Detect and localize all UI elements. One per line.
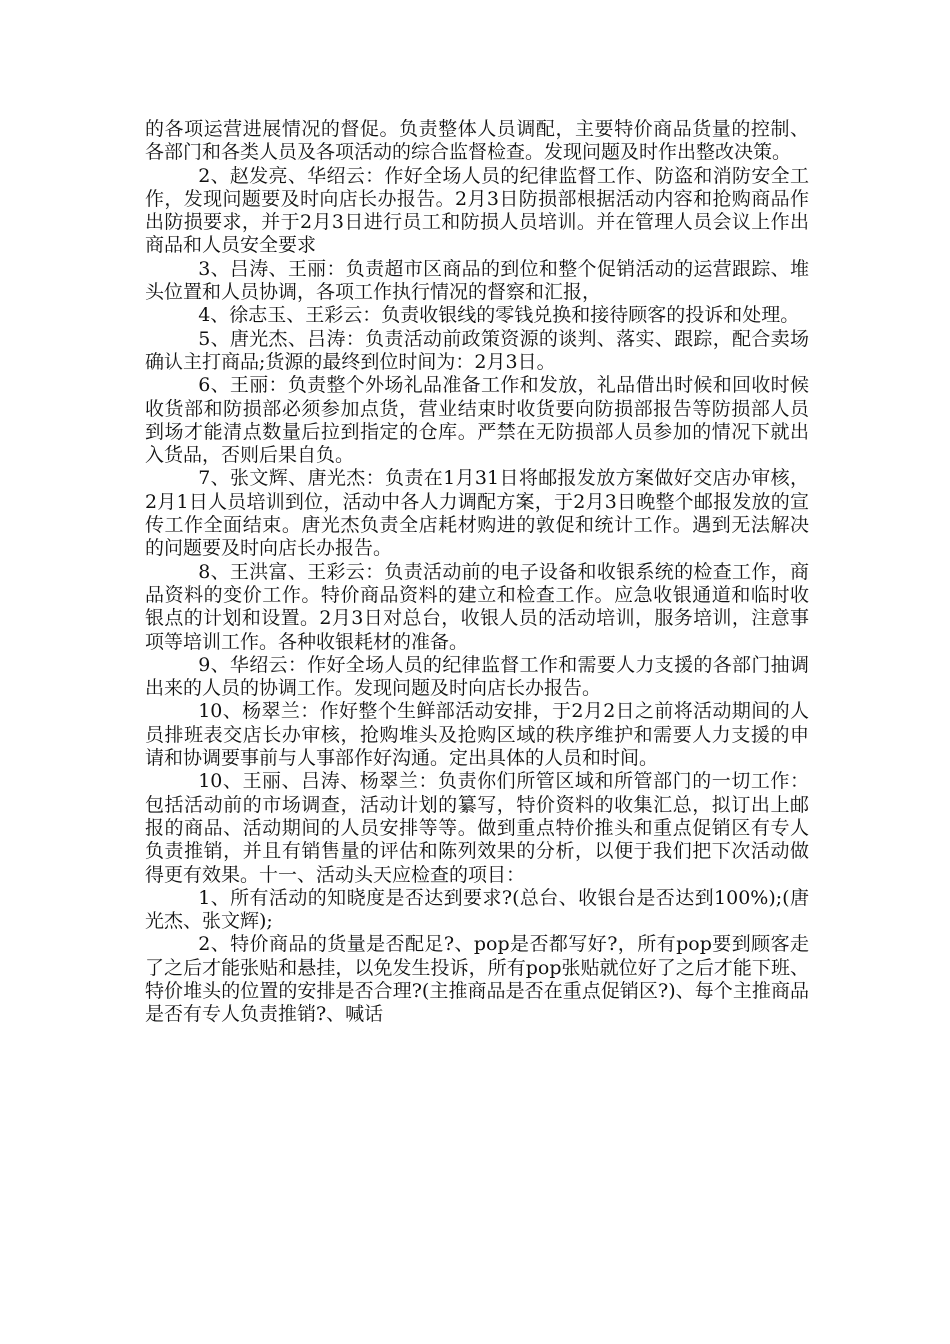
paragraph-8: 8、王洪富、王彩云：负责活动前的电子设备和收银系统的检查工作，商品资料的变价工作。特价商品资料的建立和检查工作。应急收银通道和临时收银点的计划和设置。2月3日对总台，收银人员的活动培训，服务培训，注意事项等培训工作。各种收银耗材的准备。 (145, 560, 809, 653)
document-body (145, 118, 809, 1027)
paragraph-1: 的各项运营进展情况的督促。负责整体人员调配，主要特价商品货量的控制、各部门和各类人员及各项活动的综合监督检查。发现问题及时作出整改决策。 (145, 118, 809, 164)
paragraph-3: 3、吕涛、王丽：负责超市区商品的到位和整个促销活动的运营跟踪、堆头位置和人员协调，各项工作执行情况的督察和汇报， (145, 257, 809, 304)
paragraph-11: 10、王丽、吕涛、杨翠兰：负责你们所管区域和所管部门的一切工作：包括活动前的市场调查，活动计划的纂写，特价资料的收集汇总，拟订出上邮报的商品、活动期间的人员安排等等。做到重点特价推头和重点促销区有专人负责推销，并且有销售量的评估和陈列效果的分析，以便于我们把下次活动做得更有效果。十一、活动头天应检查的项目： (145, 770, 809, 886)
paragraph-7: 7、张文辉、唐光杰：负责在1月31日将邮报发放方案做好交店办审核，2月1日人员培训到位，活动中各人力调配方案，于2月3日晚整个邮报发放的宣传工作全面结束。唐光杰负责全店耗材购进的敦促和统计工作。遇到无法解决的问题要及时向店长办报告。 (145, 467, 809, 560)
paragraph-10: 10、杨翠兰：作好整个生鲜部活动安排，于2月2日之前将活动期间的人员排班表交店长办审核，抢购堆头及抢购区域的秩序维护和需要人力支援的申请和协调要事前与人事部作好沟通。定出具体的人员和时间。 (145, 700, 809, 770)
paragraph-13: 2、特价商品的货量是否配足?、pop是否都写好?，所有pop要到顾客走了之后才能张贴和悬挂，以免发生投诉，所有pop张贴就位好了之后才能下班、特价堆头的位置的安排是否合理?(主推商品是否在重点促销区?)、每个主推商品是否有专人负责推销?、喊话 (145, 933, 809, 1026)
paragraph-4: 4、徐志玉、王彩云：负责收银线的零钱兑换和接待顾客的投诉和处理。 (198, 304, 800, 327)
paragraph-5: 5、唐光杰、吕涛：负责活动前政策资源的谈判、落实、跟踪，配合卖场确认主打商品;货源的最终到位时间为：2月3日。 (145, 327, 809, 373)
paragraph-2: 2、赵发亮、华绍云：作好全场人员的纪律监督工作、防盗和消防安全工作，发现问题要及时向店长办报告。2月3日防损部根据活动内容和抢购商品作出防损要求，并于2月3日进行员工和防损人员培训。并在管理人员会议上作出商品和人员安全要求 (145, 164, 809, 257)
paragraph-9: 9、华绍云：作好全场人员的纪律监督工作和需要人力支援的各部门抽调出来的人员的协调工作。发现问题及时向店长办报告。 (145, 653, 809, 700)
paragraph-12: 1、所有活动的知晓度是否达到要求?(总台、收银台是否达到100%);(唐光杰、张文辉); (145, 886, 809, 933)
paragraph-6: 6、王丽：负责整个外场礼品准备工作和发放，礼品借出时候和回收时候收货部和防损部必须参加点货，营业结束时收货要向防损部报告等防损部人员到场才能清点数量后拉到指定的仓库。严禁在无防损部人员参加的情况下就出入货品，否则后果自负。 (145, 374, 809, 467)
